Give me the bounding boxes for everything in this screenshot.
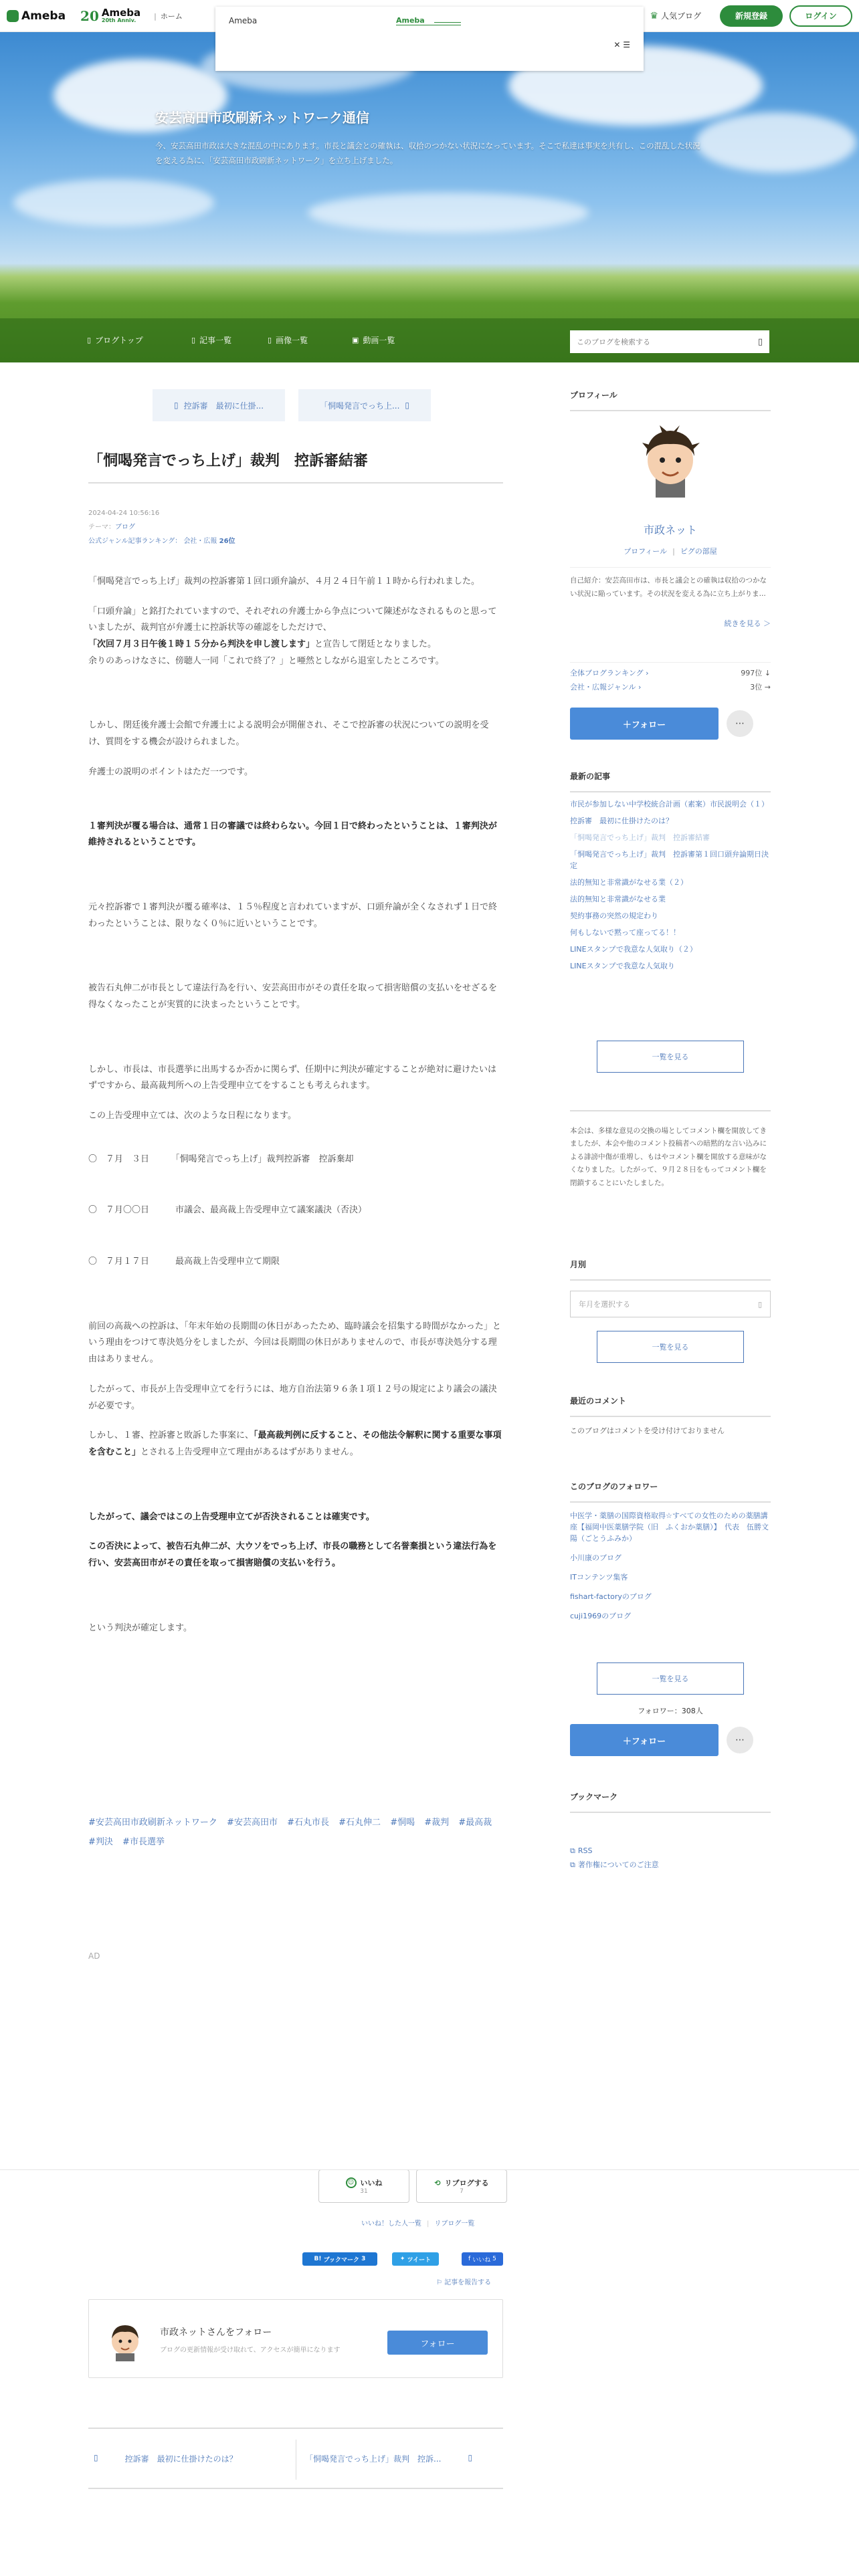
reblog-button[interactable]: [416, 2169, 507, 2203]
entry-paragraph: [88, 980, 503, 1013]
reblog-icon: ⟲: [434, 2178, 441, 2187]
recent-entry-link[interactable]: LINEスタンプで我意な人気取り: [570, 962, 675, 971]
blog-rankings: [570, 662, 771, 695]
entry-paragraph: [88, 1539, 503, 1572]
paragraph-tail: と宣告して閉廷となりました。: [314, 639, 437, 650]
search-icon[interactable]: ▯: [757, 336, 763, 347]
flag-icon: ⚐: [436, 2279, 445, 2286]
hashtag-link[interactable]: #市長選挙: [122, 1836, 165, 1847]
chevron-left-icon: ▯: [173, 401, 179, 410]
ranking-label: 会社・広報ジャンル ›: [570, 682, 642, 691]
bookmark-heading: ブックマーク: [570, 1791, 771, 1813]
nav-entry-list[interactable]: [191, 334, 231, 346]
nav-image-list[interactable]: [268, 334, 308, 346]
anniv-brand: Ameba: [101, 7, 141, 19]
more-options-icon[interactable]: ⋯: [727, 1727, 753, 1753]
hashtag-list: [88, 1814, 503, 1852]
paragraph-text: 弁護士の説明のポイントはただ一つです。: [88, 766, 253, 777]
paragraph-text: 〇 ７月 ３日 「恫喝発言でっち上げ」裁判控訴審 控訴棄却: [88, 1154, 354, 1164]
ranking-row[interactable]: [570, 681, 771, 695]
entry-ranking: [88, 534, 235, 548]
month-select[interactable]: [570, 1291, 771, 1317]
paragraph-tail: とされる上告受理申立て理由があるはずがありません。: [140, 1446, 359, 1457]
paragraph-text: しかし、市長は、市長選挙に出馬するか否かに関らず、任期中に判決が確定することが絶対に避けたいはずですから、最高裁判所への上告受理申立てをすることも考えられます。: [88, 1064, 496, 1091]
follower-link[interactable]: fishart-factoryのブログ: [570, 1592, 652, 1602]
chevron-down-icon: ▯: [757, 1299, 762, 1309]
cloud-decoration: [308, 193, 589, 233]
followers-list: [570, 1510, 771, 1630]
ad-label: AD: [88, 1951, 100, 1961]
hashtag-link[interactable]: #安芸高田市: [227, 1818, 278, 1828]
blog-header: [0, 32, 859, 362]
tweet-button[interactable]: [392, 2252, 439, 2266]
like-list-link[interactable]: いいね！した人一覧: [361, 2220, 421, 2228]
entry-paragraph: [88, 1152, 503, 1168]
paragraph-text: 余りのあっけなさに、傍聴人一同「これで終了？」と唖然としながら退室したところです。: [88, 655, 444, 666]
follower-link[interactable]: ITコンテンツ集客: [570, 1573, 628, 1582]
header-actions: [650, 5, 852, 27]
entry-paragraph: [88, 1062, 503, 1095]
recent-entries-heading: 最新の記事: [570, 770, 771, 792]
share-buttons: [302, 2252, 503, 2266]
paragraph-text: しかし、閉廷後弁護士会館で弁護士による説明会が開催され、そこで控訴審の状況についての説明を受け、質問をする機会が設けられました。: [88, 720, 489, 748]
reaction-links: [361, 2218, 474, 2228]
ameba-logo-text: Ameba: [21, 9, 66, 23]
home-icon: ▯: [87, 336, 92, 344]
footer-divider: [0, 2169, 859, 2170]
monthly-list-button[interactable]: 一覧を見る: [597, 1331, 744, 1363]
cloud-decoration: [696, 112, 856, 173]
chevron-left-icon: ▯: [94, 2453, 98, 2462]
blog-nav: [0, 318, 859, 362]
profile-link[interactable]: プロフィール: [624, 547, 668, 556]
profile-links: [570, 546, 771, 556]
paragraph-emphasis: 「最高裁判例に反すること、その他法令解釈に関する重要な事項を含むこと」: [88, 1430, 502, 1457]
anniv-number: 20: [80, 7, 99, 24]
theme-link[interactable]: ブログ: [115, 524, 135, 531]
entry-body: [88, 574, 503, 1636]
ranking-row[interactable]: [570, 667, 771, 681]
twitter-bird-icon: ✦: [399, 2256, 407, 2262]
profile-follow: [570, 708, 771, 740]
hashtag-link[interactable]: #石丸伸二: [339, 1818, 381, 1828]
entry-paragraph: [88, 1254, 503, 1271]
report-entry-link[interactable]: [436, 2276, 491, 2286]
theme-label: テーマ：: [88, 524, 115, 531]
report-label: 記事を報告する: [444, 2279, 492, 2286]
pigg-room-link[interactable]: ピグの部屋: [680, 547, 717, 556]
hatena-bookmark-button[interactable]: [302, 2252, 377, 2266]
entry-paragraph: [88, 1509, 503, 1526]
follow-button[interactable]: ＋フォロー: [570, 1724, 719, 1756]
entry-paragraph: [88, 1382, 503, 1414]
follower-link[interactable]: cuji1969のブログ: [570, 1612, 632, 1621]
next-entry-link[interactable]: [305, 2453, 472, 2464]
recent-entry-link[interactable]: 「恫喝発言でっち上げ」裁判 控訴審第１回口頭弁論期日決定: [570, 850, 769, 871]
entry-paragraph: [88, 1428, 503, 1461]
profile-avatar[interactable]: [636, 423, 705, 498]
tweet-label: ツイート: [407, 2256, 432, 2264]
entry-pager-bottom: [88, 2428, 503, 2489]
separator: |: [427, 2220, 430, 2228]
entry-paragraph: [88, 718, 503, 750]
rss-icon: ⧉: [570, 1846, 575, 1855]
ameba-logo[interactable]: [7, 9, 66, 23]
register-button[interactable]: 新規登録: [720, 5, 783, 27]
ranking-value: 997位 ↓: [741, 669, 771, 677]
nav-blog-top[interactable]: [87, 334, 143, 346]
chevron-right-icon: ▯: [405, 401, 410, 410]
prev-entry-title: 控訴審 最初に仕掛けたのは？: [124, 2454, 237, 2464]
entry-paragraph: [88, 899, 503, 932]
recent-entry-link[interactable]: 控訴審 最初に仕掛けたのは？: [570, 817, 673, 826]
recent-list-button[interactable]: 一覧を見る: [597, 1041, 744, 1073]
entry-theme: [88, 520, 235, 534]
more-options-icon[interactable]: ⋯: [727, 710, 753, 737]
rss-label: RSS: [577, 1846, 593, 1855]
login-button[interactable]: ログイン: [789, 5, 852, 27]
profile-name[interactable]: 市政ネット: [643, 524, 697, 536]
hashtag-link[interactable]: #石丸市長: [287, 1818, 329, 1828]
monthly-heading: 月別: [570, 1259, 771, 1281]
recent-entry-link[interactable]: LINEスタンプで我意な人気取り（２）: [570, 945, 697, 954]
nav-label: ブログトップ: [95, 336, 143, 345]
follower-link[interactable]: 中医学・薬膳の国際資格取得☆すべての女性のための薬膳講座【福岡中医薬膳学院（旧 ふくおか薬膳）】 代表 伍勝文陽（ごとうふみか）: [570, 1511, 769, 1543]
reblog-list-link[interactable]: リブログ一覧: [434, 2220, 475, 2228]
sidebar-follow-bottom: [570, 1724, 771, 1756]
like-button[interactable]: [318, 2169, 409, 2203]
entry-paragraph: [88, 653, 503, 670]
recent-entry-link[interactable]: 「恫喝発言でっち上げ」裁判 控訴審結審: [570, 833, 710, 843]
entry-paragraph: [88, 637, 503, 653]
hashtag-link[interactable]: #安芸高田市政刷新ネットワーク: [88, 1818, 217, 1828]
entry-title: 「恫喝発言でっち上げ」裁判 控訴審結審: [88, 449, 503, 484]
entry-paragraph: [88, 604, 503, 637]
entry-pager-top: [153, 389, 431, 421]
entry-paragraph: [88, 1620, 503, 1637]
fb-like-count: 5: [492, 2256, 496, 2262]
popular-blog-link[interactable]: [650, 10, 701, 21]
next-entry-title: 「恫喝発言でっち上げ」裁判 控訴...: [305, 2454, 442, 2464]
hashtag-link[interactable]: #裁判: [424, 1818, 450, 1828]
nav-label: 動画一覧: [363, 336, 395, 345]
entry-paragraph: [88, 1108, 503, 1125]
followers-list-button[interactable]: 一覧を見る: [597, 1662, 744, 1695]
paragraph-text: したがって、市長が上告受理申立てを行うには、地方自治法第９６条１項１２号の規定により議会の議決が必要です。: [88, 1384, 497, 1411]
follow-card-button[interactable]: フォロー: [387, 2331, 488, 2355]
like-count: 31: [360, 2188, 368, 2195]
prev-entry-link[interactable]: [94, 2453, 237, 2464]
ad-overlay-link[interactable]: Ameba: [396, 16, 461, 25]
follow-card-title: 市政ネットさんをフォロー: [160, 2327, 272, 2338]
avatar: [104, 2319, 147, 2361]
smile-icon: ☺: [346, 2177, 357, 2188]
comments-disabled-text: このブログはコメントを受け付けておりません: [570, 1426, 725, 1435]
paragraph-text: この上告受理申立ては、次のような日程になります。: [88, 1111, 296, 1121]
crown-icon: ♛: [650, 10, 658, 21]
paragraph-text: 〇 ７月〇〇日 市議会、最高裁上告受理申立て議案議決（否決）: [88, 1205, 367, 1216]
reblog-label: リブログする: [444, 2179, 489, 2187]
ranking-value: 3位 →: [750, 682, 771, 691]
recent-entry-link[interactable]: 契約事務の突然の規定わり: [570, 911, 658, 921]
image-icon: ▯: [268, 336, 272, 344]
separator: |: [672, 547, 675, 556]
entry-paragraph: [88, 574, 503, 591]
hashtag-link[interactable]: #判決: [88, 1836, 113, 1847]
profile-more-link[interactable]: 続きを見る ＞: [724, 619, 771, 628]
recent-entry-link[interactable]: 市民が参加しない中学校統合計画（素案）市民説明会（１）: [570, 800, 769, 809]
bookmark-list: [570, 1844, 771, 1872]
list-icon: ▯: [191, 336, 196, 344]
fb-like-label: いいね: [472, 2256, 491, 2264]
copyright-label: 著作権についてのご注意: [577, 1860, 659, 1869]
entry-date: 2024-04-24 10:56:16: [88, 510, 160, 517]
paragraph-text: 〇 ７月１７日 最高裁上告受理申立て期限: [88, 1257, 280, 1267]
ad-overlay-label: Ameba: [229, 16, 258, 25]
ranking-position: 26位: [219, 538, 235, 545]
entry-paragraph: [88, 819, 503, 851]
hatena-count: 3: [361, 2256, 366, 2262]
ranking-label: 全体ブログランキング ›: [570, 669, 649, 677]
paragraph-text: 前回の高裁への控訴は、「年末年始の長期間の休日があったため、臨時議会を招集する時間がなかった」という理由をつけて専決処分をしましたが、今回は長期間の休日がありませんので、市長が専決処分する理由はありません。: [88, 1321, 501, 1365]
anniv-text: [102, 8, 140, 23]
paragraph-text: １審判決が覆る場合は、通常１日の審議では終わらない。今回１日で終わったということは、１審判決が維持されるということです。: [88, 821, 497, 848]
hatena-label: ブックマーク: [323, 2256, 360, 2264]
facebook-thumb-icon: f: [468, 2256, 473, 2262]
hashtag-link[interactable]: #最高裁: [458, 1818, 492, 1828]
reblog-count: 7: [460, 2188, 464, 2195]
nav-video-list[interactable]: [352, 334, 395, 346]
anniv-sub: 20th Anniv.: [101, 17, 136, 23]
cloud-decoration: [13, 179, 214, 226]
video-icon: ▣: [352, 336, 359, 344]
paragraph-text: 被告石丸伸二が市長として違法行為を行い、安芸高田市がその責任を取って損害賠償の支払いをせざるを得なくなったことが実質的に決まったということです。: [88, 983, 498, 1010]
facebook-like-button[interactable]: [462, 2252, 503, 2266]
paragraph-text: 「次回７月３日午後１時１５分から判決を申し渡します」: [88, 639, 315, 650]
paragraph-text: しかし、１審、控訴審と敗訴した事案に、: [88, 1430, 254, 1441]
paragraph-text: この否決によって、被告石丸伸二が、大ウソをでっち上げ、市長の職務として名誉棄損という違法行為を行い、安芸高田市がその責任を取って損害賠償の支払いを行う。: [88, 1541, 497, 1568]
ranking-label: 公式ジャンル記事ランキング：: [88, 538, 182, 545]
home-link[interactable]: | ホーム: [154, 11, 183, 21]
nav-label: 記事一覧: [199, 336, 232, 345]
close-icon[interactable]: ✕ ☰: [613, 40, 630, 49]
follower-link[interactable]: 小川康のブログ: [570, 1553, 622, 1563]
ameba-20th-logo[interactable]: [80, 8, 140, 24]
document-icon: ⧉: [570, 1860, 575, 1869]
paragraph-text: したがって、議会ではこの上告受理申立てが否決されることは確実です。: [88, 1511, 375, 1522]
comment-notice: 本会は、多様な意見の交換の場としてコメント欄を開放してきましたが、本会や他のコメント投稿者への暗黙的な言い込みによる誹謗中傷が重増し、もはやコメント欄を開放する意味がなくなりました。したがって、９月２８日をもってコメント欄を閉鎖することにいたしました。: [570, 1110, 771, 1190]
chevron-right-icon: ▯: [468, 2453, 473, 2462]
recent-entry-link[interactable]: 何もしないで黙って座ってる！！: [570, 928, 680, 938]
recent-entries-list: [570, 798, 771, 978]
next-entry-label: 「恫喝発言でっち上...: [319, 401, 400, 411]
like-label: いいね: [360, 2179, 383, 2187]
paragraph-text: という判決が確定します。: [88, 1622, 192, 1633]
entry-paragraph: [88, 1319, 503, 1368]
month-select-placeholder: 年月を選択する: [579, 1300, 630, 1309]
profile-heading: プロフィール: [570, 389, 771, 411]
follow-card-subtitle: ブログの更新情報が受け取れて、アクセスが簡単になります: [160, 2347, 341, 2354]
recent-entry-link[interactable]: 法的無知と非常識がなせる業（２）: [570, 878, 688, 887]
paragraph-text: 「口頭弁論」と銘打たれていますので、それぞれの弁護士から争点について陳述がなされるものと思っていましたが、裁判官が弁護士に控訴状等の確認をしただけで、: [88, 606, 497, 633]
hashtag-link[interactable]: #恫喝: [390, 1818, 415, 1828]
profile-intro: 自己紹介：安芸高田市は、市長と議会との確執は収拾のつかない状況に陥っています。その状況を変える為に立ち上がりま...: [570, 567, 771, 601]
follow-button[interactable]: ＋フォロー: [570, 708, 719, 740]
entry-meta: [88, 506, 235, 548]
prev-entry-label: 控訴審 最初に仕掛...: [183, 401, 264, 411]
next-entry-button[interactable]: [298, 389, 431, 421]
follower-count: フォロワー：308人: [638, 1707, 703, 1715]
paragraph-text: 「恫喝発言でっち上げ」裁判の控訴審第１回口頭弁論が、４月２４日午前１１時から行われました。: [88, 576, 480, 586]
paragraph-text: 元々控訴審で１審判決が覆る確率は、１５％程度と言われていますが、口頭弁論が全くなされず１日で終わったということは、限りなく０％に近いということです。: [88, 901, 498, 929]
popular-blog-label: 人気ブログ: [660, 11, 701, 21]
prev-entry-button[interactable]: [153, 389, 285, 421]
ad-overlay: [215, 7, 644, 71]
follow-card: [88, 2299, 503, 2378]
blog-search-input[interactable]: [577, 338, 758, 346]
rss-link[interactable]: [570, 1844, 771, 1858]
nav-label: 画像一覧: [276, 336, 308, 345]
reaction-buttons: [318, 2169, 507, 2203]
blog-description: 今、安芸高田市政は大きな混乱の中にあります。市長と議会との確執は、収拾のつかない状況になっています。そこで私達は事実を共有し、この混乱した状況を変える為に、「安芸高田市政刷新ネットワーク」を立ち上げました。: [155, 141, 700, 165]
entry-paragraph: [88, 1202, 503, 1219]
hatena-icon: B!: [314, 2256, 324, 2262]
blog-title[interactable]: 安芸高田市政刷新ネットワーク通信: [155, 110, 369, 126]
ranking-genre-link[interactable]: 会社・広報: [183, 538, 217, 545]
followers-heading: このブログのフォロワー: [570, 1481, 771, 1503]
copyright-link[interactable]: [570, 1858, 771, 1872]
blog-search: [570, 330, 769, 353]
recent-comments-heading: 最近のコメント: [570, 1395, 771, 1417]
entry-paragraph: [88, 764, 503, 781]
ameba-logo-icon: [7, 10, 19, 22]
recent-entry-link[interactable]: 法的無知と非常識がなせる業: [570, 895, 666, 904]
